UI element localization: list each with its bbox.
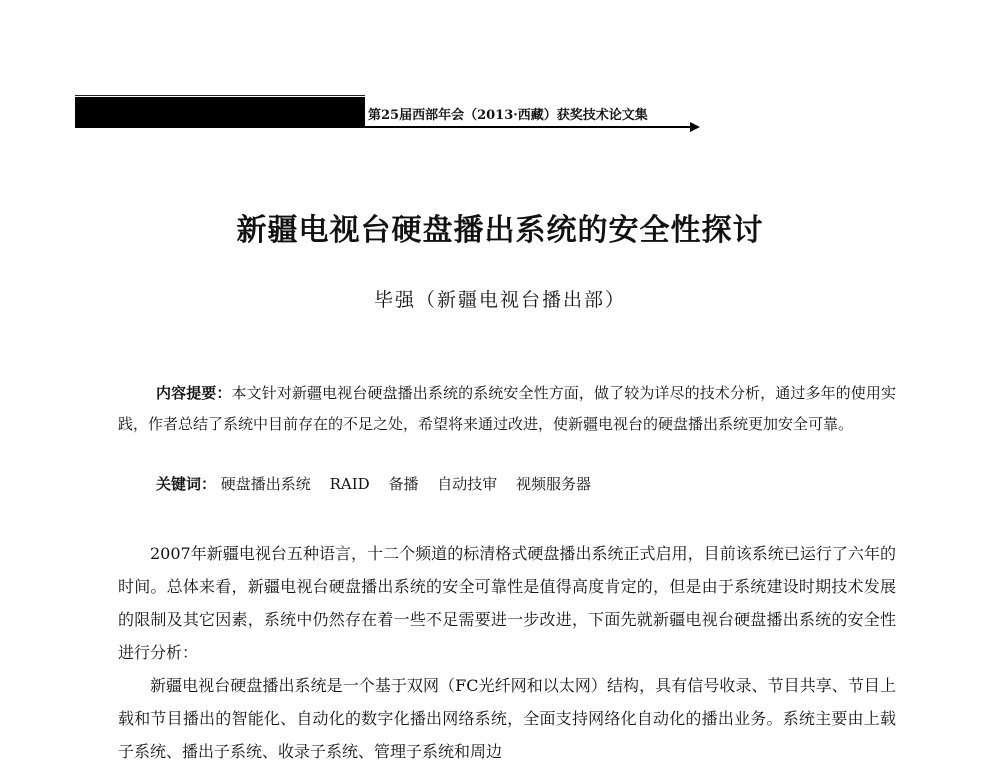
keywords-label: 关键词：	[156, 475, 217, 493]
body-text	[118, 537, 896, 768]
header-rule	[75, 126, 697, 128]
paragraph: 新疆电视台硬盘播出系统是一个基于双网（FC光纤网和以太网）结构，具有信号收录、节目共享、节目上载和节目播出的智能化、自动化的数字化播出网络系统，全面支持网络化自动化的播出业务。系统主要由上载子系统、播出子系统、收录子系统、管理子系统和周边	[118, 676, 896, 761]
keyword: 硬盘播出系统	[220, 475, 311, 493]
keyword: 备播	[388, 475, 419, 493]
paragraph: 2007年新疆电视台五种语言，十二个频道的标清格式硬盘播出系统正式启用，目前该系统已运行了六年的时间。总体来看，新疆电视台硬盘播出系统的安全可靠性是值得高度肯定的，但是由于系统建设时期技术发展的限制及其它因素，系统中仍然存在着一些不足需要进一步改进，下面先就新疆电视台硬盘播出系统的安全性进行分析：	[118, 544, 896, 662]
abstract-text: 本文针对新疆电视台硬盘播出系统的系统安全性方面，做了较为详尽的技术分析，通过多年的使用实践，作者总结了系统中目前存在的不足之处，希望将来通过改进，使新疆电视台的硬盘播出系统更加安全可靠。	[118, 384, 896, 433]
article-title: 新疆电视台硬盘播出系统的安全性探讨	[236, 213, 764, 248]
keywords	[156, 473, 605, 494]
article-author: 毕强（新疆电视台播出部）	[373, 289, 626, 311]
abstract-label: 内容提要：	[156, 384, 232, 402]
header-black-block	[75, 97, 365, 127]
header-bar-line	[75, 95, 365, 96]
abstract	[118, 378, 896, 440]
proceedings-title: 第25届西部年会（2013·西藏）获奖技术论文集	[368, 108, 648, 123]
keyword: 视频服务器	[516, 475, 592, 493]
keyword: RAID	[329, 475, 370, 493]
header-arrow-icon	[690, 122, 700, 132]
keyword: 自动技审	[437, 475, 498, 493]
